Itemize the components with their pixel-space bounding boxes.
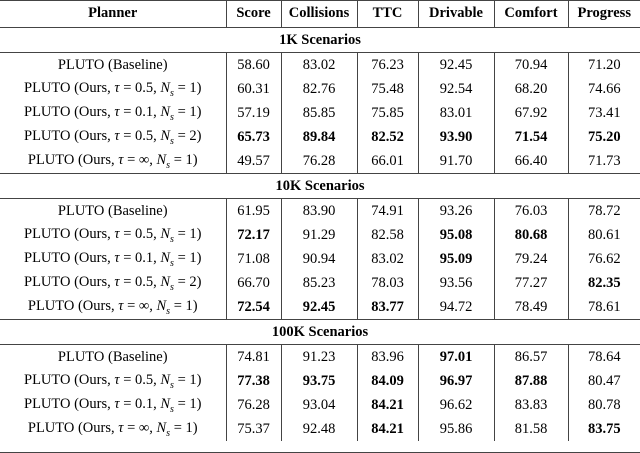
ttc-cell: 82.58 — [357, 223, 418, 247]
drivable-cell: 96.62 — [418, 393, 494, 417]
progress-cell: 73.41 — [568, 101, 640, 125]
planner-symbol: = — [119, 225, 135, 242]
comfort-cell: 67.92 — [494, 101, 568, 125]
score-cell: 72.54 — [226, 295, 281, 320]
planner-symbol: , — [153, 371, 161, 388]
tau-value: 0.1 — [135, 103, 154, 120]
ttc-cell: 83.02 — [357, 247, 418, 271]
planner-name: PLUTO (Ours, — [24, 273, 115, 290]
planner-name: PLUTO (Ours, — [24, 79, 115, 96]
comfort-cell: 81.58 — [494, 417, 568, 441]
table-row — [0, 247, 640, 271]
drivable-cell: 95.86 — [418, 417, 494, 441]
comfort-cell: 80.68 — [494, 223, 568, 247]
comfort-cell: 66.40 — [494, 149, 568, 174]
planner-suffix: ) — [196, 127, 202, 144]
planner-symbol: = — [173, 249, 190, 266]
planner-symbol: = — [173, 127, 190, 144]
planner-cell — [0, 369, 226, 393]
table-row — [0, 369, 640, 393]
drivable-cell: 93.56 — [418, 271, 494, 295]
planner-symbol: $N_s$ — [156, 297, 171, 317]
planner-name: PLUTO (Ours, — [27, 297, 119, 314]
planner-name: PLUTO (Baseline) — [57, 348, 168, 365]
score-cell: 60.31 — [226, 77, 281, 101]
header-progress: Progress — [568, 0, 640, 28]
drivable-cell: 97.01 — [418, 345, 494, 370]
tau-value: 0.5 — [135, 225, 154, 242]
header-row — [0, 0, 640, 28]
planner-symbol: = — [123, 419, 139, 436]
score-cell: 72.17 — [226, 223, 281, 247]
ttc-cell: 83.96 — [357, 345, 418, 370]
planner-symbol: , — [153, 395, 161, 412]
table-row — [0, 271, 640, 295]
tau-value: ∞ — [138, 297, 150, 314]
planner-cell — [0, 199, 226, 224]
planner-symbol: $N_s$ — [160, 249, 174, 269]
ns-value: 1 — [189, 371, 197, 388]
header-planner: Planner — [0, 0, 226, 28]
section-header-row — [0, 320, 640, 345]
planner-name: PLUTO (Ours, — [24, 103, 115, 120]
planner-symbol: $N_s$ — [160, 225, 174, 245]
planner-symbol: τ — [114, 127, 120, 144]
planner-symbol: $N_s$ — [156, 419, 171, 439]
planner-cell — [0, 271, 226, 295]
ttc-cell: 66.01 — [357, 149, 418, 174]
planner-symbol: = — [170, 419, 186, 436]
progress-cell: 78.72 — [568, 199, 640, 224]
collisions-cell: 91.29 — [281, 223, 357, 247]
planner-symbol: = — [123, 151, 139, 168]
table-row — [0, 223, 640, 247]
tau-value: 0.1 — [135, 395, 154, 412]
tau-value: ∞ — [138, 151, 150, 168]
header-collisions: Collisions — [281, 0, 357, 28]
planner-suffix: ) — [196, 371, 202, 388]
score-cell: 76.28 — [226, 393, 281, 417]
planner-name: PLUTO (Ours, — [27, 419, 119, 436]
planner-cell — [0, 149, 226, 174]
drivable-cell: 83.01 — [418, 101, 494, 125]
planner-symbol: τ — [114, 395, 120, 412]
table-row — [0, 417, 640, 441]
comfort-cell: 77.27 — [494, 271, 568, 295]
planner-name: PLUTO (Ours, — [24, 371, 115, 388]
section-title: 10K Scenarios — [0, 174, 640, 199]
ttc-cell: 75.48 — [357, 77, 418, 101]
planner-symbol: , — [153, 103, 161, 120]
planner-suffix: ) — [196, 395, 202, 412]
planner-cell — [0, 345, 226, 370]
score-cell: 58.60 — [226, 53, 281, 78]
collisions-cell: 92.48 — [281, 417, 357, 441]
section-header-row — [0, 174, 640, 199]
ns-value: 1 — [189, 79, 197, 96]
score-cell: 49.57 — [226, 149, 281, 174]
planner-cell — [0, 101, 226, 125]
ttc-cell: 75.85 — [357, 101, 418, 125]
drivable-cell: 95.09 — [418, 247, 494, 271]
progress-cell: 80.78 — [568, 393, 640, 417]
header-ttc: TTC — [357, 0, 418, 28]
planner-symbol: τ — [114, 249, 120, 266]
table-row — [0, 199, 640, 224]
planner-symbol: = — [173, 273, 190, 290]
planner-symbol: $N_s$ — [160, 371, 174, 391]
progress-cell: 80.47 — [568, 369, 640, 393]
progress-cell: 76.62 — [568, 247, 640, 271]
planner-suffix: ) — [192, 151, 198, 168]
progress-cell: 74.66 — [568, 77, 640, 101]
planner-cell — [0, 295, 226, 320]
planner-symbol: τ — [114, 371, 120, 388]
planner-suffix: ) — [192, 419, 198, 436]
planner-symbol: , — [153, 273, 161, 290]
planner-symbol: , — [149, 297, 157, 314]
planner-name: PLUTO (Ours, — [24, 249, 115, 266]
collisions-cell: 83.02 — [281, 53, 357, 78]
planner-symbol: $N_s$ — [160, 127, 174, 147]
drivable-cell: 92.54 — [418, 77, 494, 101]
planner-symbol: $N_s$ — [160, 103, 174, 123]
tau-value: 0.5 — [135, 273, 154, 290]
progress-cell: 75.20 — [568, 125, 640, 149]
planner-symbol: τ — [118, 297, 124, 314]
ns-value: 1 — [185, 151, 193, 168]
planner-symbol: $N_s$ — [156, 151, 171, 171]
planner-suffix: ) — [196, 249, 202, 266]
tau-value: 0.5 — [135, 127, 154, 144]
ttc-cell: 84.21 — [357, 393, 418, 417]
comfort-cell: 79.24 — [494, 247, 568, 271]
score-cell: 61.95 — [226, 199, 281, 224]
collisions-cell: 93.75 — [281, 369, 357, 393]
planner-symbol: τ — [114, 225, 120, 242]
progress-cell: 80.61 — [568, 223, 640, 247]
planner-suffix: ) — [196, 103, 202, 120]
table-row — [0, 393, 640, 417]
ns-value: 1 — [185, 419, 193, 436]
header-drivable: Drivable — [418, 0, 494, 28]
ttc-cell: 82.52 — [357, 125, 418, 149]
progress-cell: 78.61 — [568, 295, 640, 320]
comfort-cell: 70.94 — [494, 53, 568, 78]
ns-value: 1 — [189, 395, 197, 412]
planner-symbol: = — [119, 371, 135, 388]
drivable-cell: 92.45 — [418, 53, 494, 78]
score-cell: 74.81 — [226, 345, 281, 370]
header-score: Score — [226, 0, 281, 28]
tau-value: 0.1 — [135, 249, 154, 266]
planner-symbol: = — [119, 395, 135, 412]
planner-symbol: = — [173, 371, 190, 388]
score-cell: 57.19 — [226, 101, 281, 125]
ns-value: 1 — [185, 297, 193, 314]
table-row — [0, 125, 640, 149]
planner-symbol: = — [119, 79, 135, 96]
planner-symbol: $N_s$ — [160, 273, 174, 293]
planner-symbol: = — [173, 395, 190, 412]
score-cell: 65.73 — [226, 125, 281, 149]
header-comfort: Comfort — [494, 0, 568, 28]
score-cell: 77.38 — [226, 369, 281, 393]
ns-value: 1 — [189, 249, 197, 266]
planner-cell — [0, 417, 226, 441]
table-row — [0, 295, 640, 320]
planner-symbol: = — [173, 103, 190, 120]
drivable-cell: 95.08 — [418, 223, 494, 247]
planner-symbol: τ — [118, 419, 124, 436]
table-row — [0, 101, 640, 125]
ns-value: 2 — [189, 273, 197, 290]
ns-value: 1 — [189, 225, 197, 242]
section-title: 1K Scenarios — [0, 28, 640, 53]
comfort-cell: 78.49 — [494, 295, 568, 320]
planner-name: PLUTO (Baseline) — [57, 202, 168, 219]
planner-symbol: , — [153, 127, 161, 144]
progress-cell: 71.20 — [568, 53, 640, 78]
ttc-cell: 78.03 — [357, 271, 418, 295]
collisions-cell: 89.84 — [281, 125, 357, 149]
comfort-cell: 83.83 — [494, 393, 568, 417]
planner-symbol: τ — [114, 79, 120, 96]
planner-suffix: ) — [196, 273, 202, 290]
planner-cell — [0, 53, 226, 78]
drivable-cell: 91.70 — [418, 149, 494, 174]
score-cell: 75.37 — [226, 417, 281, 441]
planner-symbol: = — [173, 225, 190, 242]
ttc-cell: 74.91 — [357, 199, 418, 224]
collisions-cell: 83.90 — [281, 199, 357, 224]
planner-name: PLUTO (Ours, — [24, 127, 115, 144]
planner-symbol: = — [119, 249, 135, 266]
planner-suffix: ) — [192, 297, 198, 314]
planner-symbol: , — [149, 151, 157, 168]
planner-symbol: τ — [118, 151, 124, 168]
section-header-row — [0, 28, 640, 53]
progress-cell: 82.35 — [568, 271, 640, 295]
planner-symbol: , — [153, 249, 161, 266]
collisions-cell: 85.85 — [281, 101, 357, 125]
score-cell: 66.70 — [226, 271, 281, 295]
collisions-cell: 92.45 — [281, 295, 357, 320]
progress-cell: 78.64 — [568, 345, 640, 370]
planner-symbol: , — [153, 225, 161, 242]
table-row — [0, 77, 640, 101]
planner-symbol: τ — [114, 103, 120, 120]
planner-suffix: ) — [196, 225, 202, 242]
comfort-cell: 76.03 — [494, 199, 568, 224]
planner-symbol: , — [149, 419, 157, 436]
planner-name: PLUTO (Ours, — [24, 225, 115, 242]
ns-value: 1 — [189, 103, 197, 120]
ttc-cell: 83.77 — [357, 295, 418, 320]
ttc-cell: 84.09 — [357, 369, 418, 393]
planner-cell — [0, 223, 226, 247]
planner-name: PLUTO (Ours, — [27, 151, 119, 168]
table-row — [0, 345, 640, 370]
planner-name: PLUTO (Baseline) — [57, 56, 168, 73]
comfort-cell: 71.54 — [494, 125, 568, 149]
drivable-cell: 93.90 — [418, 125, 494, 149]
planner-suffix: ) — [196, 79, 202, 96]
ns-value: 2 — [189, 127, 197, 144]
collisions-cell: 82.76 — [281, 77, 357, 101]
drivable-cell: 96.97 — [418, 369, 494, 393]
score-cell: 71.08 — [226, 247, 281, 271]
comfort-cell: 87.88 — [494, 369, 568, 393]
planner-symbol: = — [119, 127, 135, 144]
tau-value: ∞ — [138, 419, 150, 436]
drivable-cell: 93.26 — [418, 199, 494, 224]
planner-cell — [0, 247, 226, 271]
drivable-cell: 94.72 — [418, 295, 494, 320]
ttc-cell: 76.23 — [357, 53, 418, 78]
collisions-cell: 91.23 — [281, 345, 357, 370]
planner-symbol: = — [170, 297, 186, 314]
tau-value: 0.5 — [135, 371, 154, 388]
planner-cell — [0, 125, 226, 149]
planner-symbol: = — [119, 273, 135, 290]
table-row — [0, 149, 640, 174]
progress-cell: 71.73 — [568, 149, 640, 174]
section-title: 100K Scenarios — [0, 320, 640, 345]
collisions-cell: 76.28 — [281, 149, 357, 174]
ttc-cell: 84.21 — [357, 417, 418, 441]
planner-symbol: = — [123, 297, 139, 314]
planner-symbol: $N_s$ — [160, 395, 174, 415]
collisions-cell: 85.23 — [281, 271, 357, 295]
comfort-cell: 86.57 — [494, 345, 568, 370]
planner-name: PLUTO (Ours, — [24, 395, 115, 412]
planner-symbol: τ — [114, 273, 120, 290]
table-row — [0, 53, 640, 78]
progress-cell: 83.75 — [568, 417, 640, 441]
tau-value: 0.5 — [135, 79, 154, 96]
planner-symbol: = — [170, 151, 186, 168]
planner-symbol: , — [153, 79, 161, 96]
planner-symbol: = — [173, 79, 190, 96]
planner-cell — [0, 393, 226, 417]
collisions-cell: 93.04 — [281, 393, 357, 417]
table-body — [0, 28, 640, 442]
comfort-cell: 68.20 — [494, 77, 568, 101]
planner-cell — [0, 77, 226, 101]
planner-symbol: $N_s$ — [160, 79, 174, 99]
collisions-cell: 90.94 — [281, 247, 357, 271]
planner-symbol: = — [119, 103, 135, 120]
